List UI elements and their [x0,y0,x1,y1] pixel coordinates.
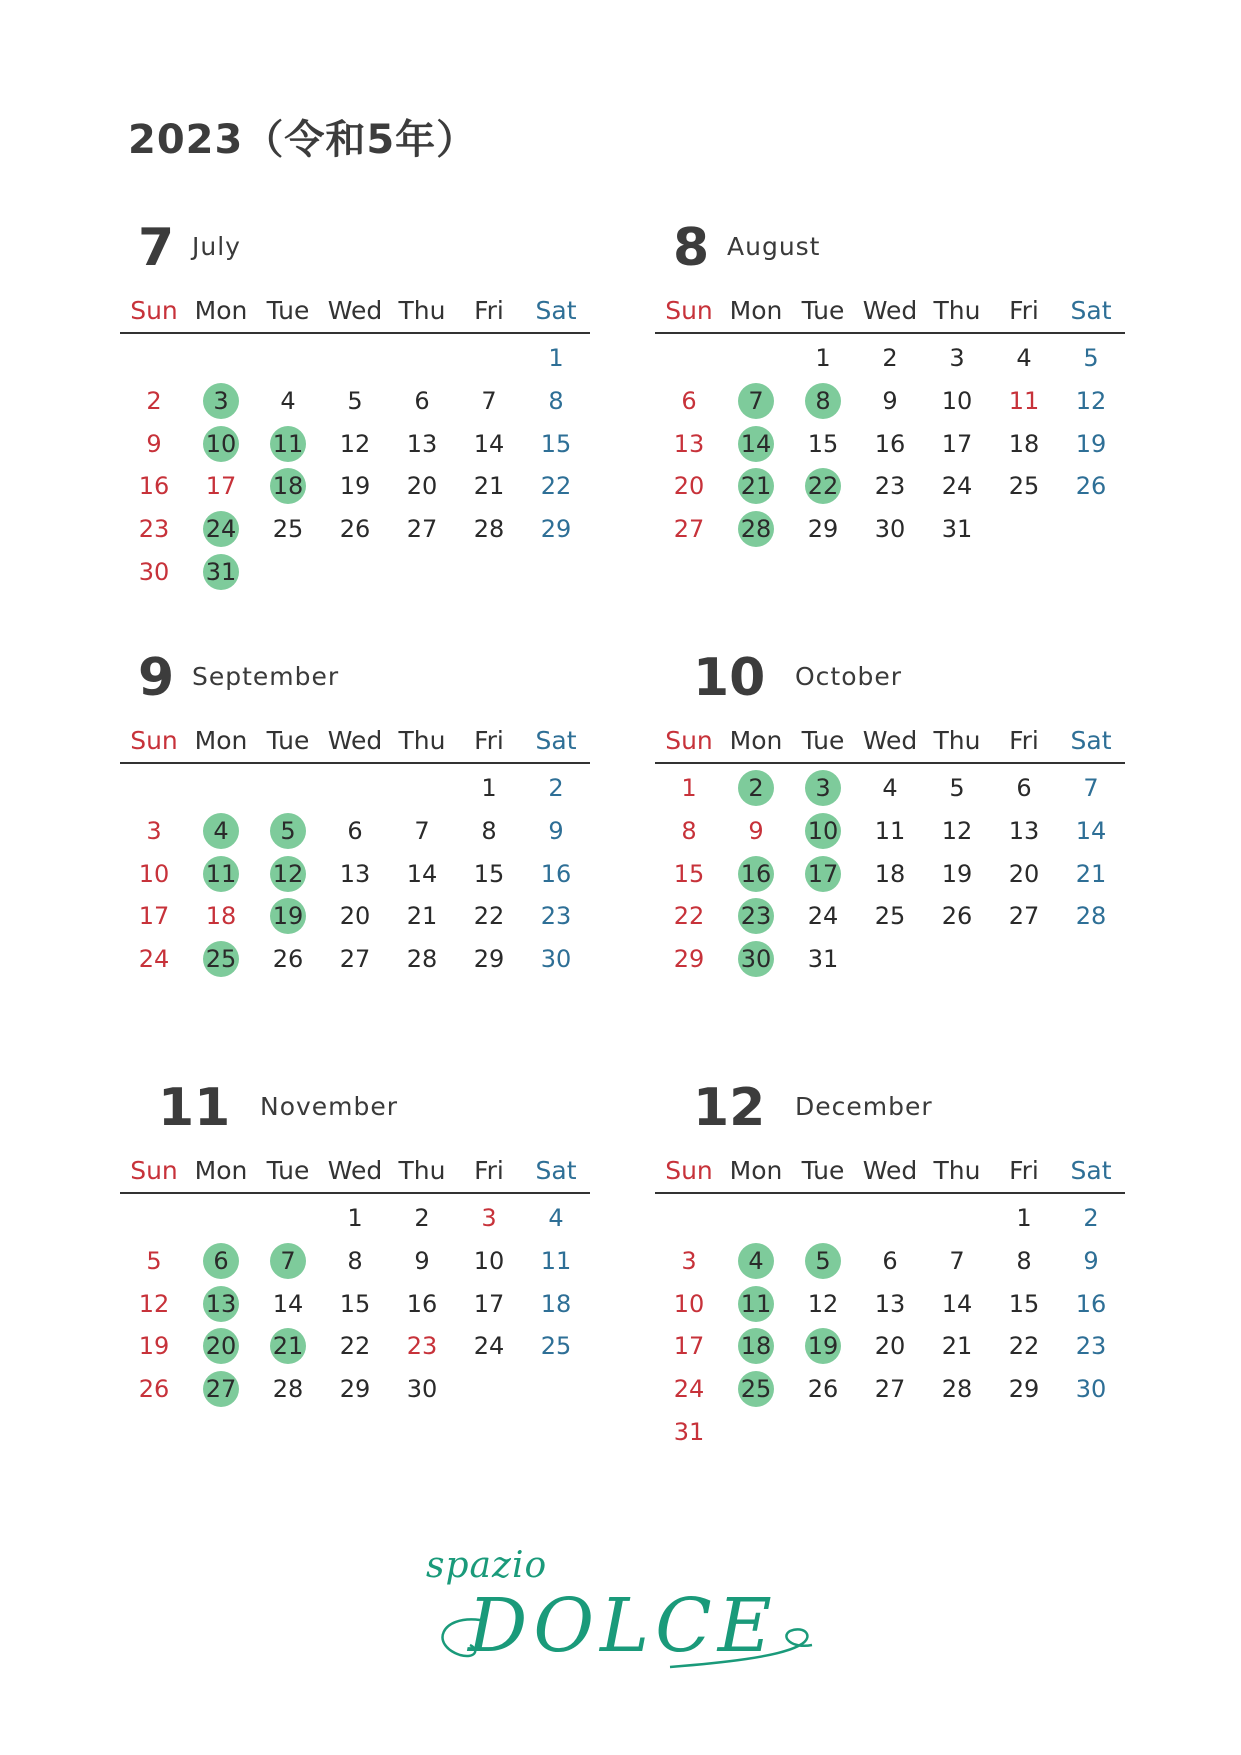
month-header [655,210,1125,290]
weekday-label-sat: Sat [535,296,577,325]
day-cell: 9 [882,386,898,415]
day-cell: 2 [146,386,162,415]
day-cell: 3 [481,1204,497,1232]
day-cell: 7 [949,1246,965,1275]
day-cell: 11 [1008,386,1040,415]
closed-day-cell: 4 [722,1241,790,1281]
weekday-label-sun: Sun [665,726,713,755]
day-cell: 28 [272,1375,304,1404]
day-cell: 27 [1008,902,1040,931]
day-cell: 26 [272,945,304,974]
day-cell: 17 [941,429,973,458]
closed-day-cell: 14 [722,424,790,464]
closed-day-cell: 12 [254,854,322,894]
weekday-label-fri: Fri [1009,726,1039,755]
day-cell: 4 [548,1204,564,1232]
day-cell: 8 [681,816,697,845]
weekday-header-row [655,1152,1125,1194]
day-cell: 1 [1016,1204,1032,1232]
day-cell: 15 [673,859,705,888]
day-cell: 20 [874,1332,906,1361]
day-cell: 22 [673,902,705,931]
day-cell: 13 [673,429,705,458]
weekday-header-row [655,292,1125,334]
weekday-label-sun: Sun [130,1156,178,1185]
day-cell: 28 [941,1375,973,1404]
month-november [120,1070,590,1490]
closed-day-cell: 27 [187,1369,255,1409]
day-cell: 29 [673,945,705,974]
closed-day-cell: 10 [187,424,255,464]
day-cell: 25 [272,515,304,544]
weekday-label-tue: Tue [266,1156,310,1185]
closed-day-cell: 25 [187,939,255,979]
closed-day-cell: 22 [789,466,857,506]
weekday-label-sun: Sun [130,726,178,755]
day-cell: 14 [941,1289,973,1318]
day-cell: 15 [339,1289,371,1318]
month-name: August [727,232,821,261]
day-cell: 12 [138,1289,170,1318]
weekday-header-row [120,722,590,764]
day-cell: 7 [414,816,430,845]
day-cell: 13 [339,859,371,888]
weekday-label-wed: Wed [862,726,918,755]
day-cell: 5 [949,774,965,802]
day-cell: 2 [414,1204,430,1232]
day-cell: 30 [874,515,906,544]
day-cell: 15 [473,859,505,888]
day-cell: 24 [807,902,839,931]
weekday-label-fri: Fri [474,296,504,325]
weekday-header-row [120,292,590,334]
day-cell: 19 [138,1332,170,1361]
month-december [655,1070,1125,1490]
day-cell: 4 [280,386,296,415]
day-cell: 24 [941,472,973,501]
weekday-label-sun: Sun [665,296,713,325]
day-cell: 28 [406,945,438,974]
closed-day-cell: 20 [187,1326,255,1366]
weekday-label-thu: Thu [398,1156,446,1185]
day-cell: 20 [1008,859,1040,888]
day-cell: 4 [1016,344,1032,372]
closed-day-cell: 5 [254,811,322,851]
day-cell: 14 [406,859,438,888]
day-cell: 8 [481,816,497,845]
logo-dolce-text: DOLCE [468,1583,778,1669]
month-august [655,210,1125,630]
closed-day-cell: 19 [789,1326,857,1366]
month-july [120,210,590,630]
weekday-label-tue: Tue [266,296,310,325]
day-cell: 8 [548,386,564,415]
weekday-label-fri: Fri [474,1156,504,1185]
month-name: November [260,1092,399,1121]
day-cell: 3 [681,1246,697,1275]
day-cell: 10 [138,859,170,888]
weekday-label-fri: Fri [474,726,504,755]
day-cell: 28 [1075,902,1107,931]
day-cell: 26 [1075,472,1107,501]
closed-day-cell: 23 [722,896,790,936]
weekday-label-thu: Thu [398,296,446,325]
day-cell: 11 [540,1246,572,1275]
day-cell: 9 [1083,1246,1099,1275]
day-cell: 10 [673,1289,705,1318]
day-cell: 7 [1083,774,1099,802]
day-cell: 12 [1075,386,1107,415]
day-cell: 5 [347,386,363,415]
weekday-label-sat: Sat [1070,726,1112,755]
day-cell: 15 [807,429,839,458]
day-cell: 26 [807,1375,839,1404]
day-cell: 5 [146,1246,162,1275]
day-cell: 1 [815,344,831,372]
day-cell: 22 [540,472,572,501]
day-cell: 3 [949,344,965,372]
day-cell: 21 [406,902,438,931]
weekday-label-mon: Mon [729,296,783,325]
day-cell: 4 [882,774,898,802]
day-cell: 14 [272,1289,304,1318]
weekday-label-sun: Sun [130,296,178,325]
day-cell: 31 [673,1418,705,1446]
day-cell: 1 [548,344,564,372]
day-cell: 30 [540,945,572,974]
logo-spazio-text: spazio [426,1545,548,1586]
day-cell: 21 [941,1332,973,1361]
month-header [655,1070,1125,1150]
weekday-label-tue: Tue [801,296,845,325]
day-cell: 19 [941,859,973,888]
closed-day-cell: 18 [722,1326,790,1366]
day-cell: 27 [673,515,705,544]
day-cell: 9 [414,1246,430,1275]
day-cell: 16 [874,429,906,458]
day-cell: 19 [339,472,371,501]
month-header [120,640,590,720]
month-name: September [192,662,340,691]
weekday-header-row [655,722,1125,764]
day-cell: 20 [406,472,438,501]
month-number: 12 [693,1078,766,1138]
month-number: 7 [138,218,175,278]
day-cell: 17 [673,1332,705,1361]
day-cell: 22 [339,1332,371,1361]
day-cell: 31 [941,515,973,544]
weekday-label-wed: Wed [862,1156,918,1185]
day-cell: 23 [406,1332,438,1361]
day-cell: 6 [882,1246,898,1275]
day-cell: 3 [146,816,162,845]
month-number: 9 [138,648,175,708]
closed-day-cell: 24 [187,509,255,549]
weekday-label-thu: Thu [398,726,446,755]
closed-day-cell: 13 [187,1284,255,1324]
day-cell: 26 [138,1375,170,1404]
weekday-label-thu: Thu [933,726,981,755]
day-cell: 23 [1075,1332,1107,1361]
weekday-label-mon: Mon [194,296,248,325]
day-cell: 18 [1008,429,1040,458]
weekday-label-wed: Wed [327,1156,383,1185]
day-cell: 21 [473,472,505,501]
day-cell: 8 [1016,1246,1032,1275]
weekday-label-mon: Mon [729,726,783,755]
closed-day-cell: 11 [254,424,322,464]
day-cell: 10 [473,1246,505,1275]
day-cell: 10 [941,386,973,415]
day-cell: 21 [1075,859,1107,888]
day-cell: 24 [138,945,170,974]
closed-day-cell: 6 [187,1241,255,1281]
day-cell: 29 [807,515,839,544]
day-cell: 29 [339,1375,371,1404]
day-cell: 15 [1008,1289,1040,1318]
weekday-label-mon: Mon [194,1156,248,1185]
weekday-label-sat: Sat [535,726,577,755]
day-cell: 18 [874,859,906,888]
closed-day-cell: 7 [254,1241,322,1281]
day-cell: 27 [406,515,438,544]
day-cell: 11 [874,816,906,845]
day-cell: 1 [681,774,697,802]
day-cell: 28 [473,515,505,544]
day-cell: 16 [540,859,572,888]
day-cell: 23 [138,515,170,544]
closed-day-cell: 11 [722,1284,790,1324]
closed-day-cell: 31 [187,552,255,592]
day-cell: 6 [347,816,363,845]
closed-day-cell: 7 [722,381,790,421]
day-cell: 31 [807,945,839,974]
day-cell: 1 [347,1204,363,1232]
day-cell: 16 [138,472,170,501]
day-cell: 20 [673,472,705,501]
day-cell: 12 [339,429,371,458]
month-header [120,1070,590,1150]
day-cell: 29 [473,945,505,974]
day-cell: 27 [339,945,371,974]
closed-day-cell: 21 [254,1326,322,1366]
weekday-label-fri: Fri [1009,296,1039,325]
closed-day-cell: 8 [789,381,857,421]
month-name: October [795,662,903,691]
day-cell: 6 [1016,774,1032,802]
weekday-label-tue: Tue [801,1156,845,1185]
day-cell: 13 [1008,816,1040,845]
month-number: 8 [673,218,710,278]
weekday-label-wed: Wed [327,726,383,755]
day-cell: 17 [473,1289,505,1318]
weekday-label-thu: Thu [933,296,981,325]
day-cell: 2 [882,344,898,372]
day-cell: 30 [406,1375,438,1404]
closed-day-cell: 16 [722,854,790,894]
day-cell: 26 [941,902,973,931]
month-september [120,640,590,1060]
closed-day-cell: 25 [722,1369,790,1409]
day-cell: 26 [339,515,371,544]
day-cell: 20 [339,902,371,931]
day-cell: 27 [874,1375,906,1404]
day-cell: 14 [1075,816,1107,845]
day-cell: 5 [1083,344,1099,372]
day-cell: 25 [874,902,906,931]
day-cell: 29 [540,515,572,544]
day-cell: 25 [1008,472,1040,501]
month-header [120,210,590,290]
month-number: 10 [693,648,766,708]
closed-day-cell: 5 [789,1241,857,1281]
day-cell: 12 [807,1289,839,1318]
day-cell: 8 [347,1246,363,1275]
weekday-label-thu: Thu [933,1156,981,1185]
day-cell: 24 [473,1332,505,1361]
day-cell: 2 [548,774,564,802]
day-cell: 17 [138,902,170,931]
day-cell: 23 [540,902,572,931]
month-name: July [192,232,241,261]
weekday-label-mon: Mon [729,1156,783,1185]
closed-day-cell: 17 [789,854,857,894]
closed-day-cell: 21 [722,466,790,506]
closed-day-cell: 3 [789,768,857,808]
day-cell: 22 [473,902,505,931]
day-cell: 24 [673,1375,705,1404]
month-number: 11 [158,1078,231,1138]
day-cell: 12 [941,816,973,845]
weekday-label-sun: Sun [665,1156,713,1185]
month-header [655,640,1125,720]
day-cell: 13 [406,429,438,458]
weekday-label-fri: Fri [1009,1156,1039,1185]
day-cell: 16 [1075,1289,1107,1318]
closed-day-cell: 30 [722,939,790,979]
day-cell: 29 [1008,1375,1040,1404]
day-cell: 30 [1075,1375,1107,1404]
weekday-label-tue: Tue [266,726,310,755]
day-cell: 19 [1075,429,1107,458]
closed-day-cell: 28 [722,509,790,549]
closed-day-cell: 3 [187,381,255,421]
weekday-label-wed: Wed [862,296,918,325]
closed-day-cell: 19 [254,896,322,936]
day-cell: 6 [414,386,430,415]
day-cell: 1 [481,774,497,802]
closed-day-cell: 11 [187,854,255,894]
closed-day-cell: 18 [254,466,322,506]
day-cell: 6 [681,386,697,415]
day-cell: 13 [874,1289,906,1318]
weekday-header-row [120,1152,590,1194]
day-cell: 9 [548,816,564,845]
closed-day-cell: 4 [187,811,255,851]
weekday-label-sat: Sat [1070,1156,1112,1185]
spazio-dolce-logo [420,1545,830,1685]
day-cell: 2 [1083,1204,1099,1232]
closed-day-cell: 10 [789,811,857,851]
day-cell: 7 [481,386,497,415]
month-october [655,640,1125,1060]
day-cell: 22 [1008,1332,1040,1361]
weekday-label-tue: Tue [801,726,845,755]
day-cell: 30 [138,558,170,586]
day-cell: 23 [874,472,906,501]
day-cell: 9 [748,816,764,845]
day-cell: 15 [540,429,572,458]
day-cell: 25 [540,1332,572,1361]
weekday-label-sat: Sat [535,1156,577,1185]
weekday-label-mon: Mon [194,726,248,755]
closed-day-cell: 2 [722,768,790,808]
day-cell: 14 [473,429,505,458]
month-name: December [795,1092,933,1121]
day-cell: 9 [146,429,162,458]
weekday-label-sat: Sat [1070,296,1112,325]
year-title: 2023（令和5年） [128,117,478,163]
day-cell: 18 [205,902,237,931]
day-cell: 18 [540,1289,572,1318]
day-cell: 17 [205,472,237,501]
weekday-label-wed: Wed [327,296,383,325]
day-cell: 16 [406,1289,438,1318]
